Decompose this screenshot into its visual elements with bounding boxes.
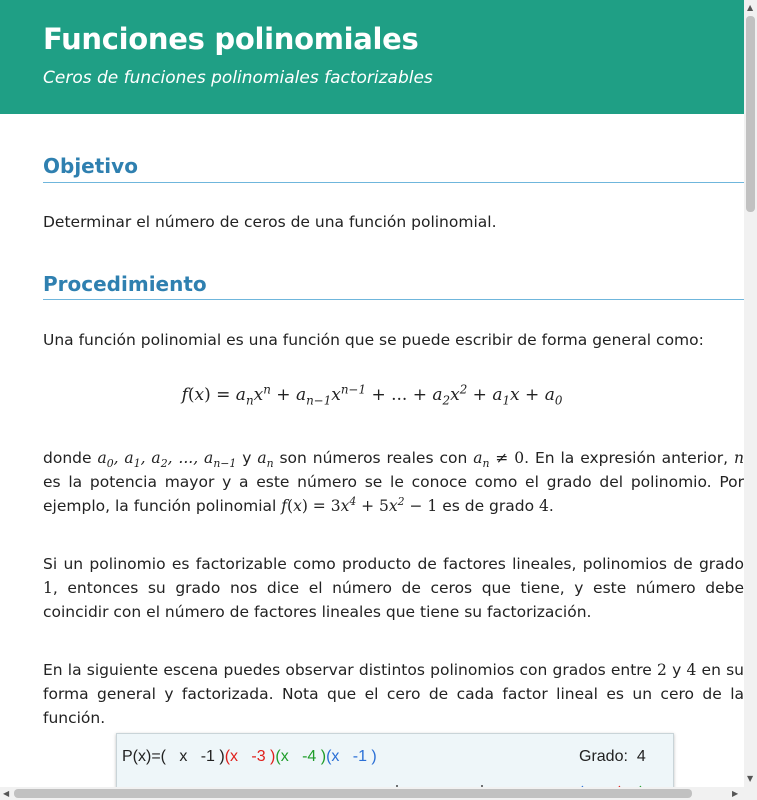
- procedimiento-divider: [43, 299, 744, 300]
- degree-max-math: 4: [686, 661, 697, 679]
- page-title: Funciones polinomiales: [43, 22, 419, 56]
- page-subtitle: Ceros de funciones polinomiales factorizables: [43, 68, 433, 88]
- scroll-left-icon[interactable]: ◀: [3, 789, 10, 798]
- vertical-scroll-thumb[interactable]: [746, 16, 755, 212]
- objetivo-text: Determinar el número de ceros de una función polinomial.: [43, 213, 497, 231]
- degree-math: 4: [539, 497, 549, 515]
- objetivo-divider: [43, 182, 744, 183]
- general-polynomial-formula: $f(x) = a_nx^n + a_{n-1}x^{n-1}$ + ... + $a_2x^2 + a_1x + a_0$: [181, 382, 563, 408]
- objetivo-heading: Objetivo: [43, 154, 138, 178]
- scroll-right-icon[interactable]: ▶: [732, 789, 739, 798]
- text-segment: son números reales con: [273, 449, 474, 467]
- example-function-math: $f(x) = 3x^4 + 5x^2 - 1$: [281, 494, 438, 515]
- horizontal-scroll-thumb[interactable]: [14, 789, 692, 798]
- text-segment: . En la expresión anterior,: [524, 449, 734, 467]
- polynomial-scene[interactable]: [116, 733, 674, 787]
- scroll-up-icon[interactable]: ▲: [747, 3, 754, 12]
- paragraph-definition: donde $a_0$, $a_1$, $a_2$, ..., $a_{n-1}$ y $a_n$ son números reales con $a_n \ne 0$. En la expresión anterior, n es la potencia mayor y a este número se le conoce como el grado del polinomio. Por ejemplo, la función polinomial $f(x) = 3x^4 + 5x^2 - 1$ es de grado 4.: [43, 449, 744, 515]
- text-segment: es la potencia mayor y a este número se le conoce como el grado del polinomio. Por ejemplo, la función polinomial: [43, 473, 744, 515]
- degree-min-math: 2: [657, 661, 667, 679]
- text-segment: en su forma general y factorizada. Nota que el cero de cada factor lineal es un cero de la función.: [43, 661, 744, 727]
- paragraph-intro: Una función polinomial es una función que se puede escribir de forma general como:: [43, 331, 704, 349]
- polynomial-expression: [122, 748, 377, 766]
- graph-preview: [117, 780, 673, 787]
- text-segment: , entonces su grado nos dice el número de ceros que tiene, y este número debe coincidir con el número de factores lineales que tiene su factorización.: [43, 579, 744, 621]
- text-segment: es de grado: [437, 497, 540, 515]
- procedimiento-heading: Procedimiento: [43, 272, 207, 296]
- scroll-down-icon[interactable]: ▼: [747, 774, 754, 783]
- factor-4: (x -1 ): [326, 748, 377, 765]
- factor-1: x -1 ): [179, 748, 225, 765]
- leading-coefficient-math: $a_n$: [257, 449, 274, 471]
- factor-3: (x -4 ): [275, 748, 327, 765]
- text-segment: donde: [43, 449, 98, 467]
- paragraph-factorization: [43, 552, 744, 624]
- factor-2: (x -3 ): [224, 748, 276, 765]
- degree-label: Grado:: [579, 748, 628, 765]
- page-header: [0, 0, 744, 114]
- n-math: n: [734, 449, 744, 467]
- coefficients-math: $a_0$, $a_1$, $a_2$, ..., $a_{n-1}$: [97, 449, 237, 471]
- text-segment: Si un polinomio es factorizable como producto de factores lineales, polinomios de grado: [43, 555, 744, 573]
- paragraph-scene-intro: [43, 658, 744, 730]
- text-segment: En la siguiente escena puedes observar distintos polinomios con grados entre: [43, 661, 658, 679]
- degree-readout: [579, 748, 646, 766]
- nonzero-condition-math: $a_n \ne 0$: [473, 449, 525, 471]
- degree-one-math: 1: [43, 579, 53, 597]
- text-segment: y: [666, 661, 687, 679]
- vertical-scrollbar[interactable]: [744, 0, 757, 787]
- degree-value: 4: [636, 748, 646, 765]
- expression-prefix: P(x)=(: [122, 748, 166, 765]
- horizontal-scrollbar[interactable]: [0, 787, 757, 800]
